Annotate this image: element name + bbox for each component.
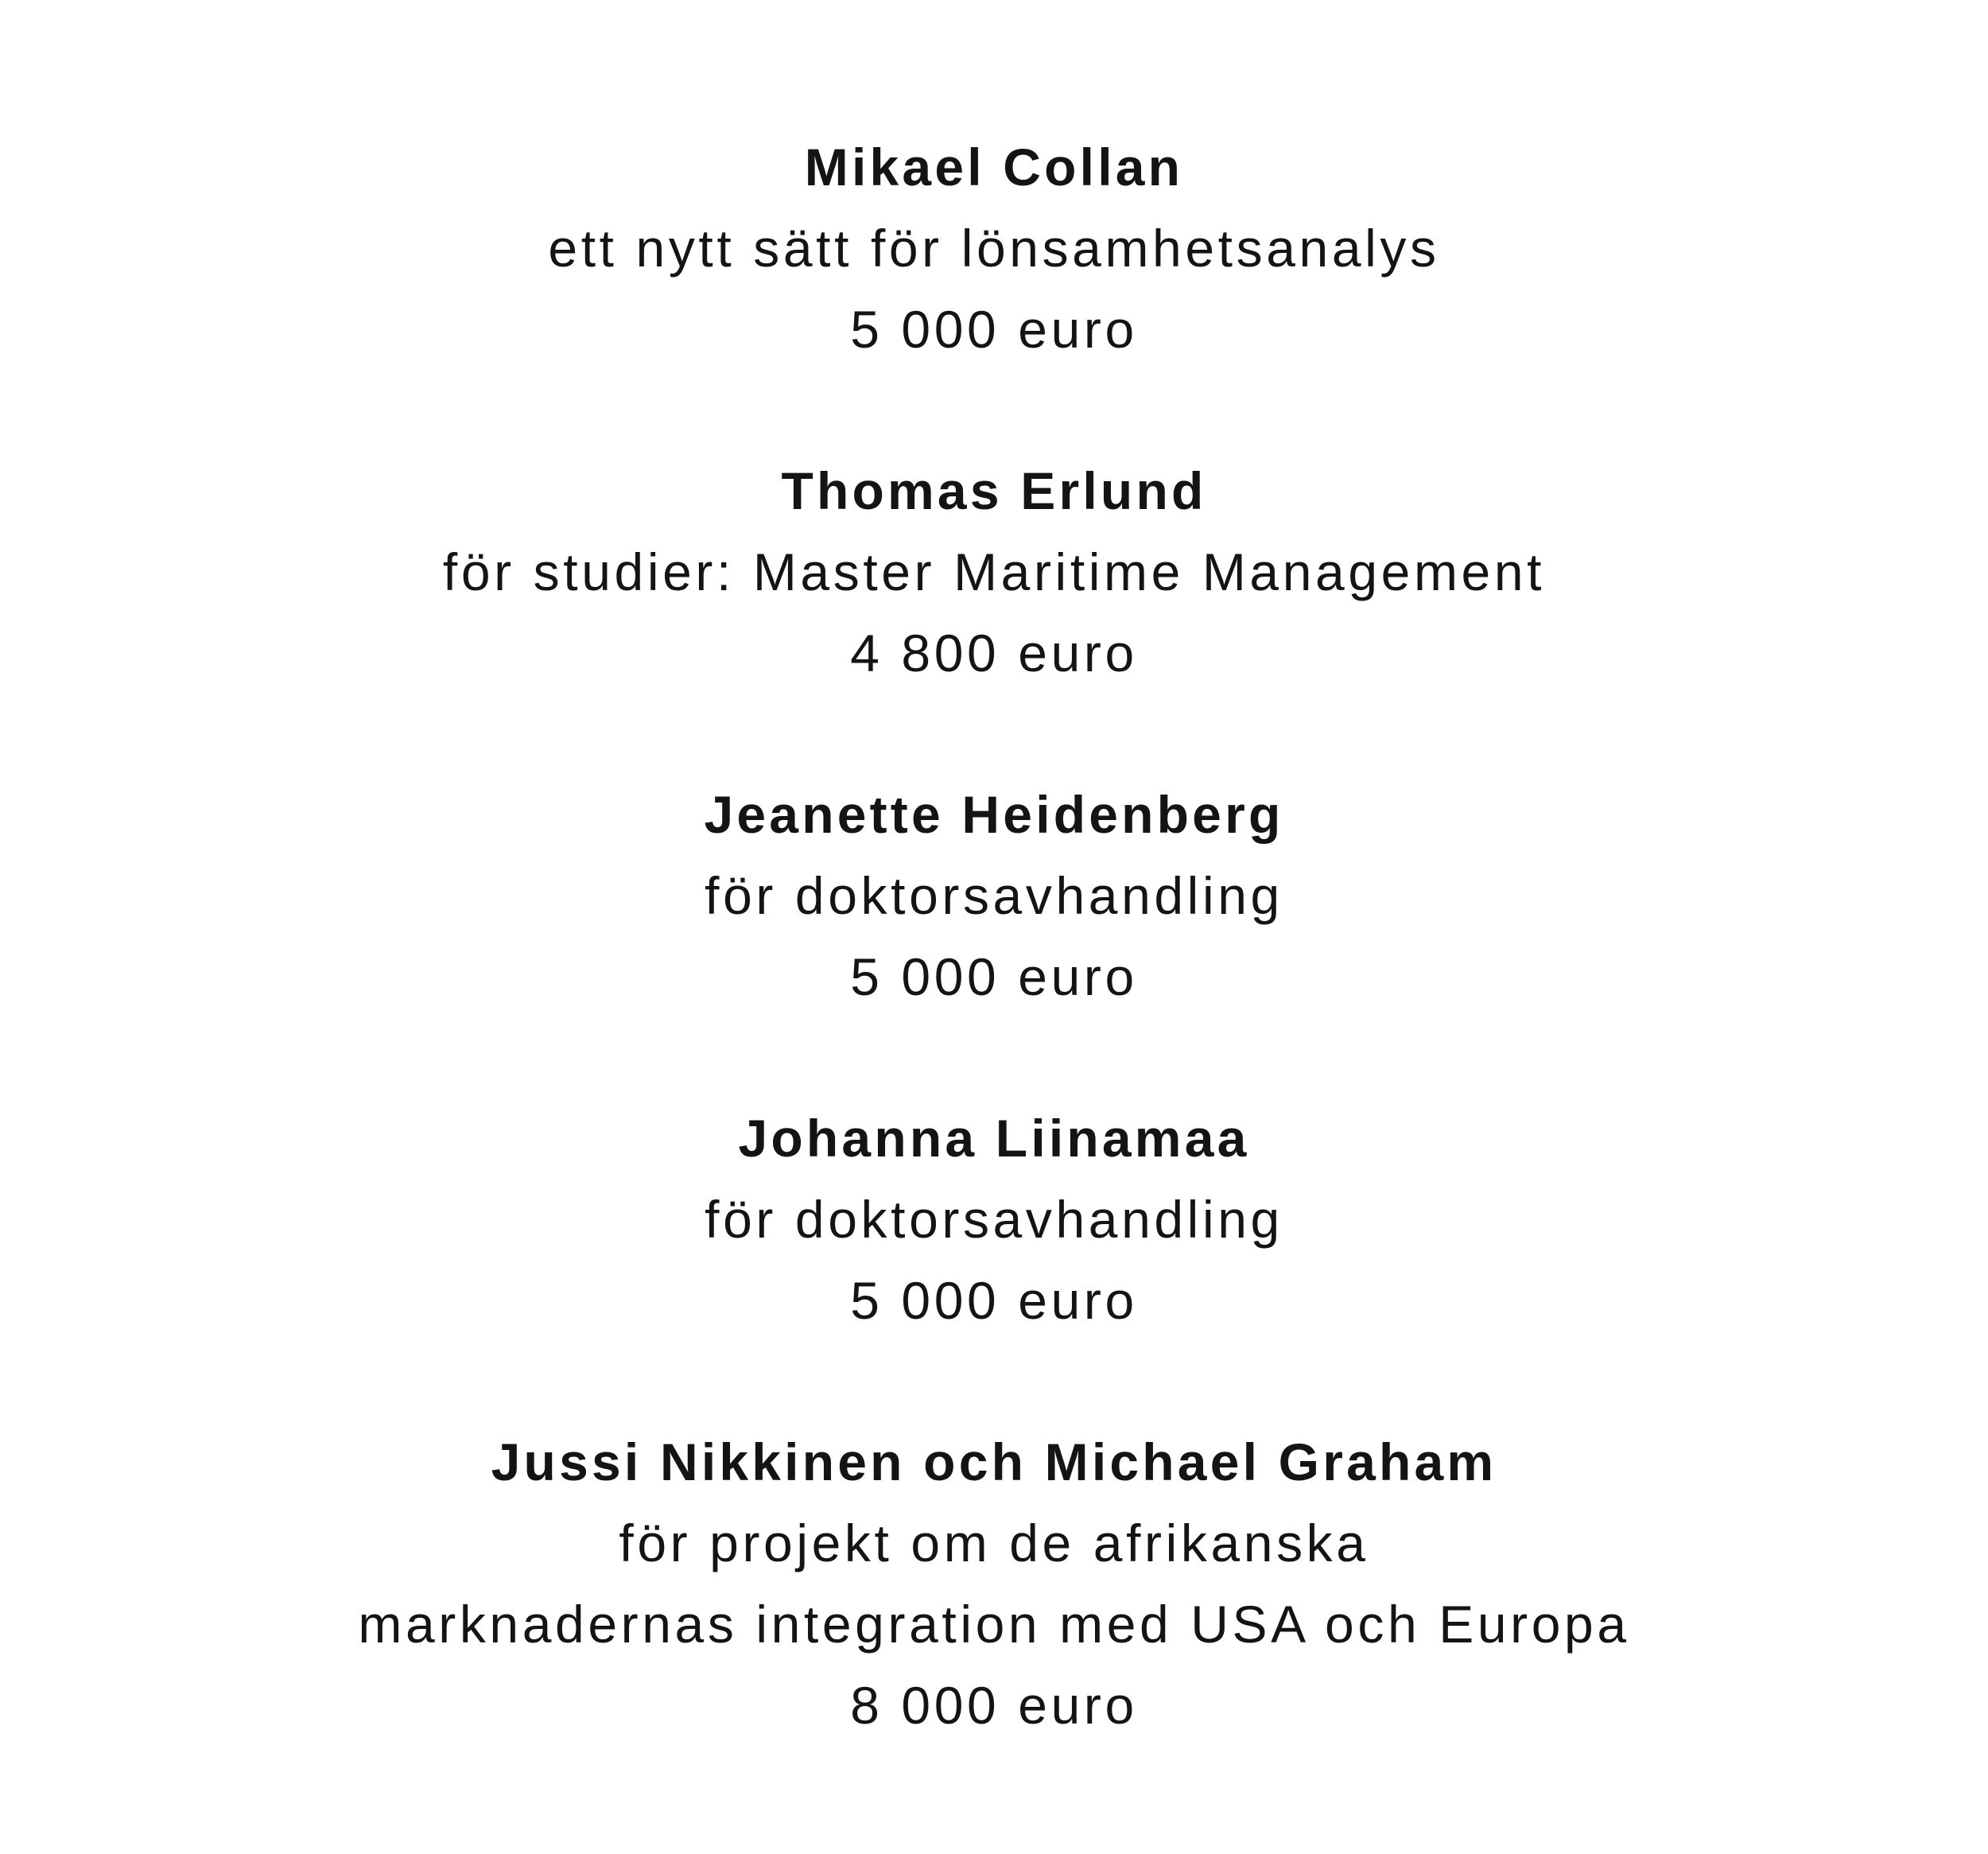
grant-recipient-name: Thomas Erlund — [781, 461, 1207, 520]
grant-purpose: ett nytt sätt för lönsamhetsanalys — [548, 219, 1440, 278]
grant-amount: 4 800 euro — [850, 624, 1138, 682]
grant-amount: 5 000 euro — [850, 300, 1138, 359]
grant-recipient-name: Johanna Liinamaa — [738, 1109, 1250, 1168]
grant-purpose-continued: marknadernas integration med USA och Europa — [358, 1595, 1630, 1654]
grant-purpose: för doktorsavhandling — [705, 1190, 1283, 1249]
grant-amount: 5 000 euro — [850, 947, 1138, 1006]
grant-purpose: för projekt om de afrikanska — [619, 1514, 1369, 1572]
grant-amount: 5 000 euro — [850, 1271, 1138, 1330]
grant-recipient-name: Mikael Collan — [804, 138, 1184, 196]
grant-recipient-name: Jeanette Heidenberg — [704, 785, 1284, 844]
grant-purpose: för studier: Master Maritime Management — [442, 542, 1546, 601]
grant-amount: 8 000 euro — [850, 1676, 1138, 1735]
grant-purpose: för doktorsavhandling — [705, 866, 1283, 925]
grant-recipient-name: Jussi Nikkinen och Michael Graham — [491, 1432, 1497, 1491]
